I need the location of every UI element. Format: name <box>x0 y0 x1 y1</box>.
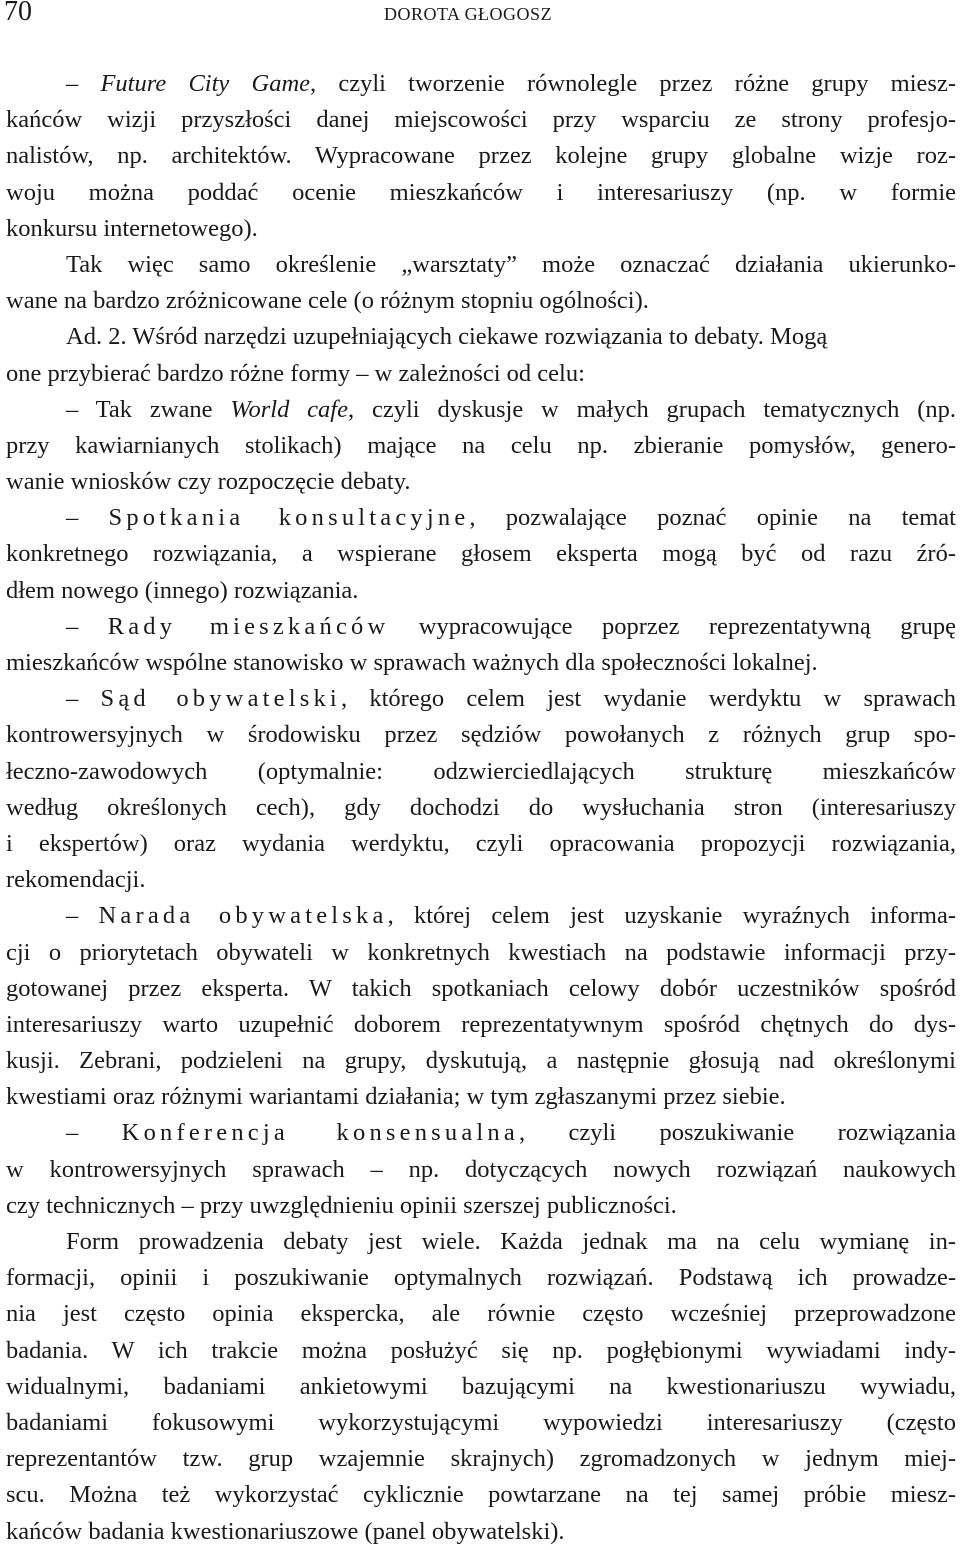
text-run: kusji. Zebrani, podzieleni na grupy, dyskutują, a następnie głosują nad określonymi <box>6 1047 956 1075</box>
text-line <box>6 1441 956 1477</box>
text-line <box>6 1043 956 1079</box>
text-run: reprezentantów tzw. grup wzajemnie skrajnych) zgromadzonych w jednym miej- <box>6 1445 956 1473</box>
text-run: przy kawiarnianych stolikach) mające na celu np. zbieranie pomysłów, genero- <box>6 431 956 459</box>
text-line <box>6 1115 956 1151</box>
text-line <box>6 1369 956 1405</box>
text-line <box>6 1224 956 1260</box>
text-run: , którego celem jest wydanie werdyktu w sprawach <box>340 685 956 713</box>
text-run: – <box>66 504 109 532</box>
text-line <box>6 1007 956 1043</box>
text-run: interesariuszy warto uzupełnić doborem reprezentatywnym spośród chętnych do dys- <box>6 1010 956 1038</box>
body-text <box>6 66 956 1550</box>
text-line <box>6 1188 956 1224</box>
text-run: badania. W ich trakcie można posłużyć się np. pogłębionymi wywiadami indy- <box>6 1336 956 1364</box>
text-line <box>6 754 956 790</box>
spaced-term: Rady mieszkańców <box>107 612 390 640</box>
text-line <box>6 283 956 319</box>
text-run: konkretnego rozwiązania, a wspierane głosem eksperta mogą być od razu źró- <box>6 540 956 568</box>
text-line <box>6 681 956 717</box>
text-line <box>6 1333 956 1369</box>
text-run: , której celem jest uzyskanie wyraźnych informa- <box>387 902 957 930</box>
text-run: dłem nowego (innego) rozwiązania. <box>6 576 359 604</box>
text-run: – <box>66 902 99 930</box>
text-line <box>6 102 956 138</box>
text-run: kańców badania kwestionariuszowe (panel obywatelski). <box>6 1517 565 1545</box>
text-run: w kontrowersyjnych sprawach – np. dotyczących nowych rozwiązań naukowych <box>6 1155 956 1183</box>
text-line <box>6 319 956 355</box>
text-run: wane na bardzo zróżnicowane cele (o różnym stopniu ogólności). <box>6 287 649 315</box>
text-run: gotowanej przez eksperta. W takich spotkaniach celowy dobór uczestników spośród <box>6 974 956 1002</box>
text-line <box>6 500 956 536</box>
text-run: mieszkańców wspólne stanowisko w sprawach ważnych dla społeczności lokalnej. <box>6 649 818 676</box>
text-line <box>6 1260 956 1296</box>
text-line <box>6 464 956 500</box>
text-run: kwestiami oraz różnymi wariantami działania; w tym zgłaszanymi przez siebie. <box>6 1083 786 1111</box>
text-run: nia jest często opinia ekspercka, ale równie często wcześniej przeprowadzone <box>6 1300 956 1328</box>
text-run: łeczno-zawodowych (optymalnie: odzwierciedlających strukturę mieszkańców <box>6 757 956 785</box>
text-line <box>6 175 956 211</box>
text-run: według określonych cech), gdy dochodzi do wysłuchania stron (interesariuszy <box>6 793 956 821</box>
text-line <box>6 717 956 753</box>
text-run: Tak więc samo określenie „warsztaty” może oznaczać działania ukierunko- <box>66 250 956 278</box>
text-line <box>6 573 956 609</box>
running-head <box>0 0 960 30</box>
text-run: czy technicznych – przy uwzględnieniu opinii szerszej publiczności. <box>6 1191 677 1219</box>
text-run: rekomendacji. <box>6 866 146 894</box>
text-run: wypracowujące poprzez reprezentatywną grupę <box>389 612 956 640</box>
italic-term: Future City Game <box>100 70 311 97</box>
text-line <box>6 645 956 681</box>
text-line <box>6 1405 956 1441</box>
text-run: i ekspertów) oraz wydania werdyktu, czyli opracowania propozycji rozwiązania, <box>6 829 956 857</box>
text-run: woju można poddać ocenie mieszkańców i interesariuszy (np. w formie <box>6 178 956 206</box>
text-line <box>6 862 956 898</box>
text-run: – <box>66 70 101 97</box>
text-run: , czyli poszukiwanie rozwiązania <box>518 1119 956 1147</box>
text-line <box>6 1296 956 1332</box>
italic-term: World cafe <box>230 395 348 423</box>
running-head-author: DOROTA GŁOGOSZ <box>384 4 553 24</box>
text-line <box>6 247 956 283</box>
text-line <box>6 898 956 934</box>
text-run: Ad. 2. Wśród narzędzi uzupełniających ciekawe rozwiązania to debaty. Mogą <box>66 323 828 351</box>
text-run: wanie wniosków czy rozpoczęcie debaty. <box>6 468 411 496</box>
text-run: , czyli dyskusje w małych grupach tematycznych (np. <box>348 395 957 423</box>
text-line <box>6 1152 956 1188</box>
text-run: – <box>66 612 108 640</box>
text-line <box>6 138 956 174</box>
text-run: kontrowersyjnych w środowisku przez sędziów powołanych z różnych grup spo- <box>6 721 956 749</box>
text-run: nalistów, np. architektów. Wypracowane przez kolejne grupy globalne wizje roz- <box>6 142 956 170</box>
text-line <box>6 66 956 102</box>
text-run: , czyli tworzenie równolegle przez różne grupy miesz- <box>310 70 956 97</box>
page-number: 70 <box>4 0 32 27</box>
text-line <box>6 211 956 247</box>
text-run: , pozwalające poznać opinie na temat <box>469 504 956 532</box>
text-line <box>6 826 956 862</box>
text-run: kańców wizji przyszłości danej miejscowości przy wsparciu ze strony profesjo- <box>6 106 956 134</box>
text-line <box>6 536 956 572</box>
text-line <box>6 1477 956 1513</box>
text-run: one przybierać bardzo różne formy – w zależności od celu: <box>6 359 585 387</box>
text-line <box>6 392 956 428</box>
text-line <box>6 356 956 392</box>
text-line <box>6 1079 956 1115</box>
text-run: cji o priorytetach obywateli w konkretnych kwestiach na podstawie informacji przy- <box>6 938 956 966</box>
text-run: – Tak zwane <box>66 395 231 423</box>
spaced-term: Narada obywatelska <box>98 902 388 930</box>
text-line <box>6 790 956 826</box>
text-run: – <box>66 685 101 713</box>
text-run: Form prowadzenia debaty jest wiele. Każda jednak ma na celu wymianę in- <box>66 1228 956 1255</box>
text-run: formacji, opinii i poszukiwanie optymalnych rozwiązań. Podstawą ich prowadze- <box>6 1264 956 1292</box>
text-line <box>6 971 956 1007</box>
spaced-term: Spotkania konsultacyjne <box>108 504 470 532</box>
text-line <box>6 935 956 971</box>
text-run: badaniami fokusowymi wykorzystującymi wypowiedzi interesariuszy (często <box>6 1408 956 1436</box>
text-run: konkursu internetowego). <box>6 214 258 242</box>
text-run: scu. Można też wykorzystać cyklicznie powtarzane na tej samej próbie miesz- <box>6 1481 956 1509</box>
spaced-term: Konferencja konsensualna <box>121 1119 519 1147</box>
text-run: widualnymi, badaniami ankietowymi bazującymi na kwestionariuszu wywiadu, <box>6 1372 956 1400</box>
spaced-term: Sąd obywatelski <box>100 685 341 713</box>
text-line <box>6 609 956 645</box>
text-line <box>6 1514 956 1550</box>
text-line <box>6 428 956 464</box>
text-run: – <box>66 1119 122 1147</box>
